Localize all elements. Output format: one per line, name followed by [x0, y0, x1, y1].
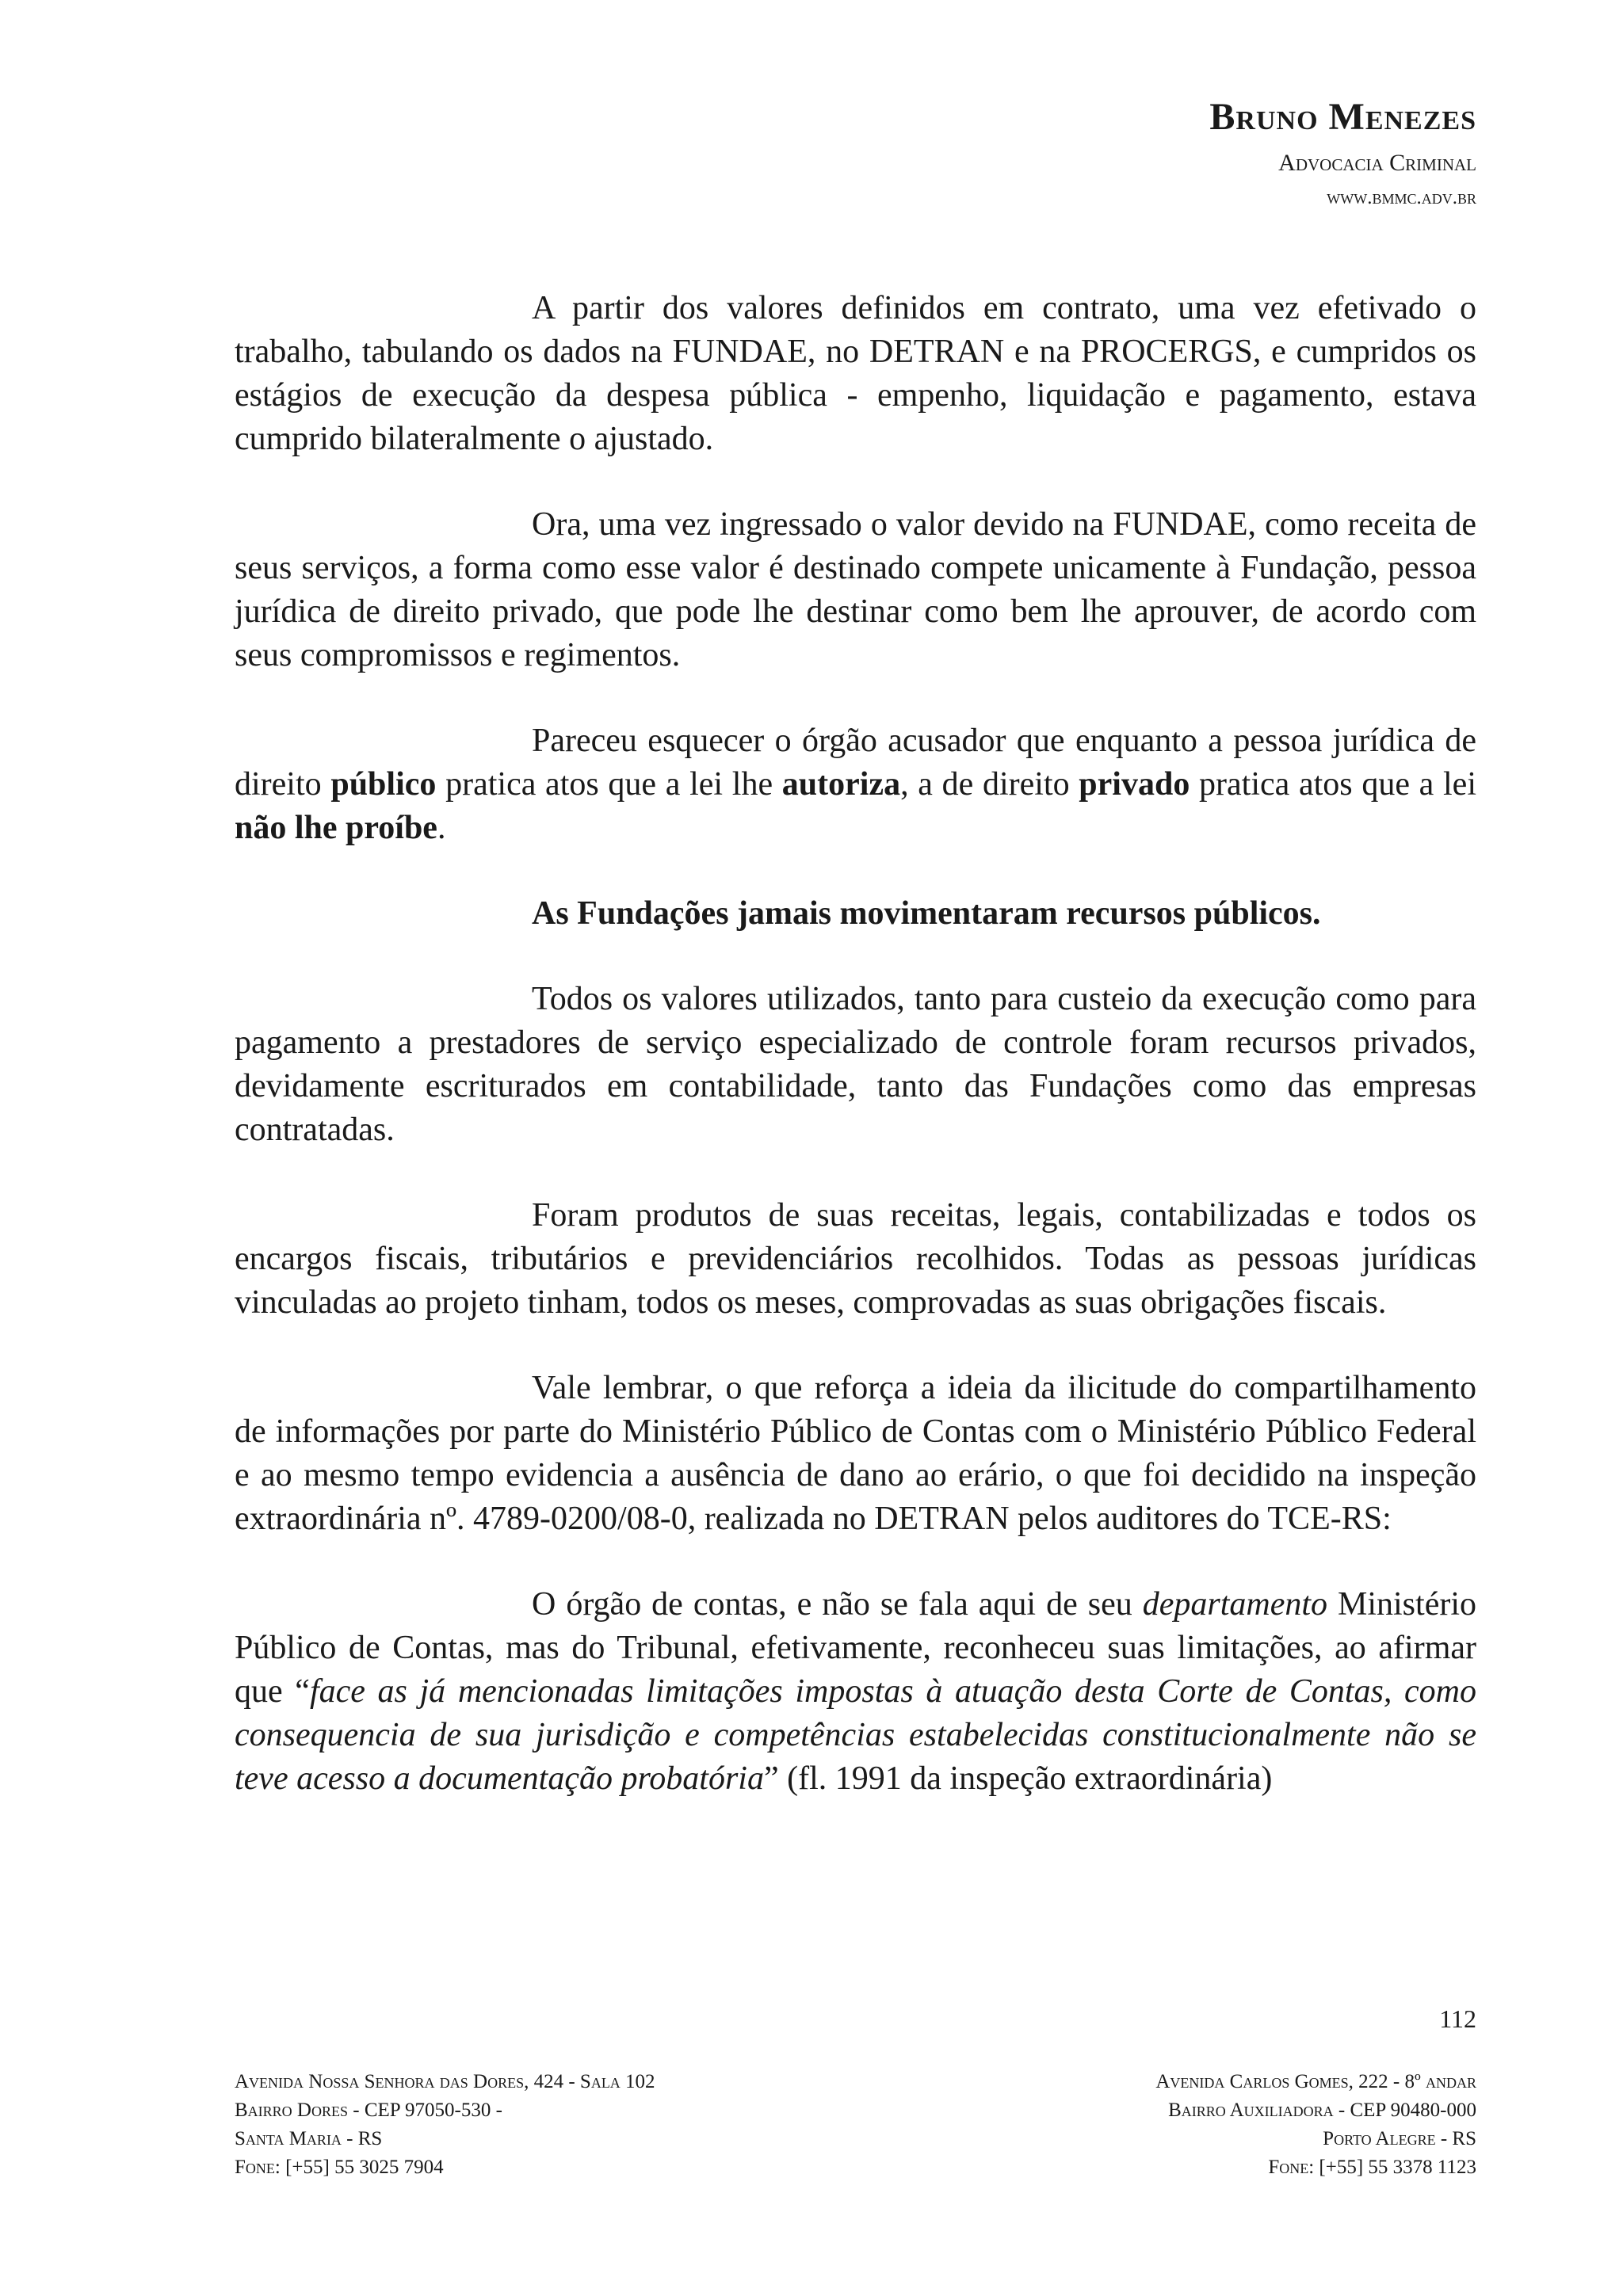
footer-line: Santa Maria - RS — [235, 2128, 383, 2149]
paragraph-3-text: Pareceu esquecer o órgão acusador que enquanto a pessoa jurídica de direito — [235, 723, 1476, 803]
footer-address-porto-alegre — [1155, 2068, 1476, 2182]
footer-line: Porto Alegre - RS — [1323, 2128, 1476, 2149]
paragraph-7-text: ” (fl. 1991 da inspeção extraordinária) — [763, 1760, 1273, 1797]
letterhead — [1209, 97, 1476, 208]
paragraph-5: Foram produtos de suas receitas, legais, contabilizadas e todos os encargos fiscais, tributários e previdenciários recolhidos. Todas as pessoas jurídicas vinculadas ao projeto tinham, todos os meses, comprovadas as suas obrigações fiscais. — [235, 1197, 1476, 1321]
paragraph-3-text: , a de direito — [900, 766, 1079, 803]
footer-line: Bairro Auxiliadora - CEP 90480-000 — [1168, 2100, 1476, 2121]
paragraph-7-quote: face as já mencionadas limitações impostas à atuação desta Corte de Contas, como consequencia de sua jurisdição e competências estabelecidas constitucionalmente não se teve acesso a documentação probatória — [235, 1673, 1476, 1797]
paragraph-7-text: Ministério Público de Contas, mas do Tribunal, efetivamente, reconheceu suas limitações, ao afirmar que “ — [235, 1586, 1476, 1710]
firm-name: Bruno Menezes — [1209, 96, 1476, 138]
paragraph-3-bold: não lhe proíbe — [235, 810, 437, 846]
footer-phone: Fone: [+55] 55 3025 7904 — [235, 2157, 444, 2178]
paragraph-2: Ora, uma vez ingressado o valor devido na FUNDAE, como receita de seus serviços, a forma como esse valor é destinado compete unicamente à Fundação, pessoa jurídica de direito privado, que pode lhe destinar como bem lhe aprouver, de acordo com seus compromissos e regimentos. — [235, 506, 1476, 673]
footer-line: Avenida Carlos Gomes, 222 - 8º andar — [1155, 2071, 1476, 2092]
paragraph-3-bold: público — [330, 766, 437, 803]
page-number: 112 — [1439, 2004, 1476, 2033]
paragraph-7 — [235, 1583, 1476, 1801]
firm-subtitle: Advocacia Criminal — [1278, 149, 1476, 176]
paragraph-3-bold: privado — [1079, 766, 1190, 803]
paragraph-3-bold: autoriza — [781, 766, 901, 803]
paragraph-1: A partir dos valores definidos em contrato, uma vez efetivado o trabalho, tabulando os dados na FUNDAE, no DETRAN e na PROCERGS, e cumpridos os estágios de execução da despesa pública - empenho, liquidação e pagamento, estava cumprido bilateralmente o ajustado. — [235, 290, 1476, 457]
footer-address-santa-maria — [235, 2068, 655, 2182]
paragraph-4: Todos os valores utilizados, tanto para custeio da execução como para pagamento a prestadores de serviço especializado de controle foram recursos privados, devidamente escriturados em contabilidade, tanto das Fundações como das empresas contratadas. — [235, 981, 1476, 1148]
paragraph-6: Vale lembrar, o que reforça a ideia da ilicitude do compartilhamento de informações por parte do Ministério Público de Contas com o Ministério Público Federal e ao mesmo tempo evidencia a ausência de dano ao erário, o que foi decidido na inspeção extraordinária nº. 4789-0200/08-0, realizada no DETRAN pelos auditores do TCE-RS: — [235, 1370, 1476, 1537]
paragraph-7-text: O órgão de contas, e não se fala aqui de seu — [532, 1586, 1143, 1623]
paragraph-3-text: . — [437, 810, 446, 846]
footer-line: Bairro Dores - CEP 97050-530 - — [235, 2100, 502, 2121]
paragraph-3-text: pratica atos que a lei lhe — [436, 766, 782, 803]
section-heading: As Fundações jamais movimentaram recursos públicos. — [532, 895, 1321, 932]
footer-phone: Fone: [+55] 55 3378 1123 — [1268, 2157, 1476, 2178]
paragraph-7-italic: departamento — [1142, 1586, 1327, 1623]
paragraph-3-text: pratica atos que a lei — [1190, 766, 1476, 803]
paragraph-3 — [235, 719, 1476, 850]
firm-website: www.bmmc.adv.br — [1327, 186, 1476, 208]
footer-line: Avenida Nossa Senhora das Dores, 424 - Sala 102 — [235, 2071, 655, 2092]
document-body — [235, 287, 1476, 1843]
